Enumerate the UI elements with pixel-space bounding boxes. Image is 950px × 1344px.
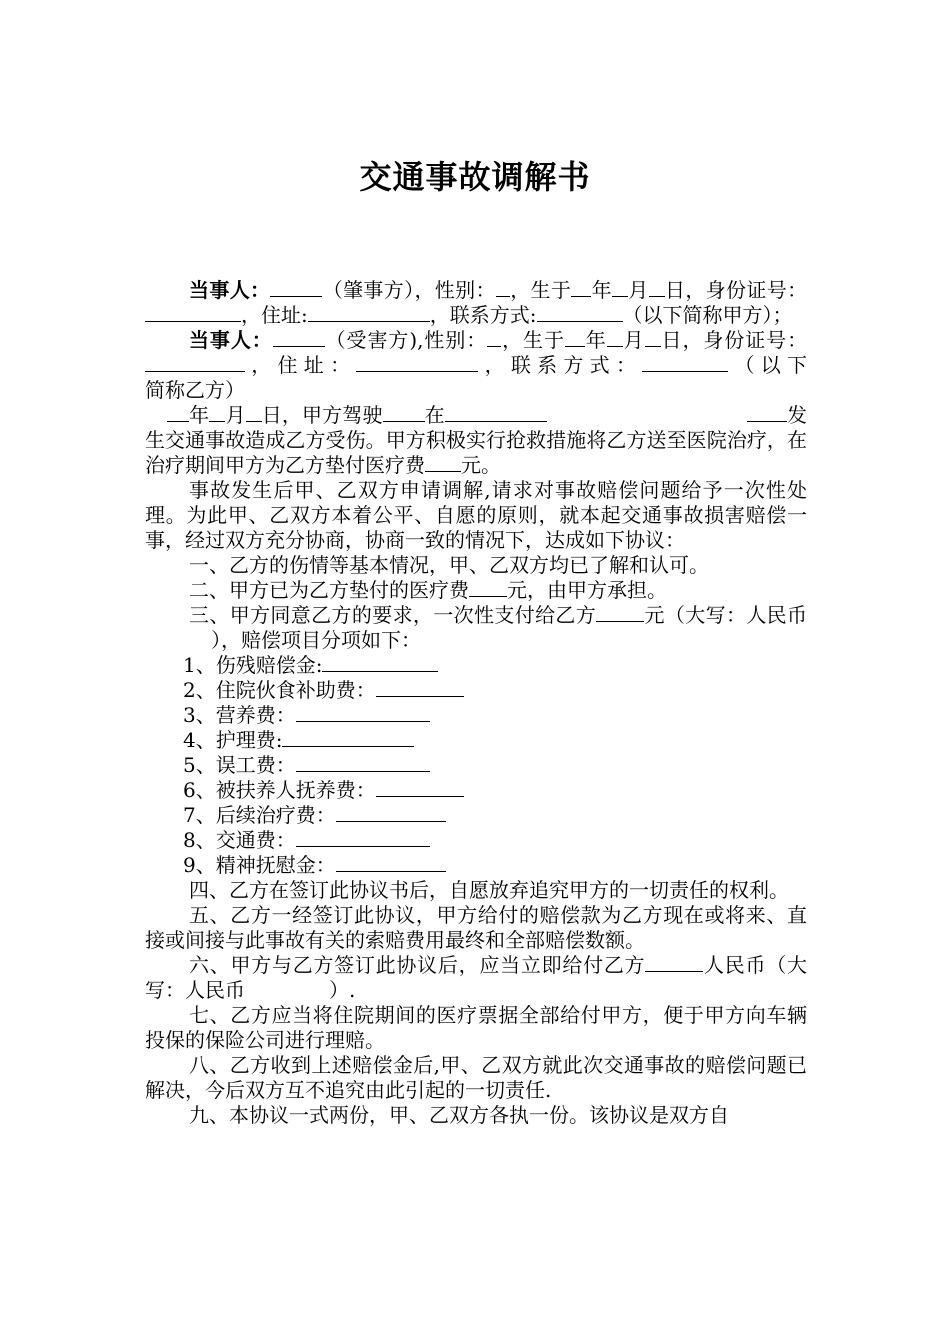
compensation-item-3: 3、营养费：	[145, 703, 807, 728]
compensation-item-8: 8、交通费：	[145, 828, 807, 853]
blank	[649, 278, 665, 297]
clause-7: 七、乙方应当将住院期间的医疗票据全部给付甲方，便于甲方向车辆投保的保险公司进行理赔。	[145, 1003, 807, 1052]
blank	[487, 328, 501, 347]
blank	[612, 278, 628, 297]
compensation-item-1: 1、伤残赔偿金:	[145, 653, 807, 678]
clause-5: 五、乙方一经签订此协议，甲方给付的赔偿款为乙方现在或将来、直接或间接与此事故有关的索赔费用最终和全部赔偿数额。	[145, 903, 807, 952]
item-blank	[282, 728, 414, 747]
clause-1: 一、乙方的伤情等基本情况，甲、乙双方均已了解和认可。	[189, 553, 709, 577]
compensation-item-4: 4、护理费:	[145, 728, 807, 753]
clause-8: 八、乙方收到上述赔偿金后,甲、乙双方就此次交通事故的赔偿问题已解决，今后双方互不追究由此引起的一切责任.	[145, 1053, 807, 1102]
clause-9: 九、本协议一式两份，甲、乙双方各执一份。该协议是双方自	[189, 1103, 729, 1127]
location-blank-cont	[747, 403, 787, 422]
accident-paragraph: 年 月 日，甲方驾驶 在 发生交通事故造成乙方受伤。甲方积极实行抢救措施将乙方送至医院治疗，在治疗期间甲方为乙方垫付医疗费 元。	[145, 403, 808, 477]
party-label: 当事人：	[189, 278, 271, 302]
party-label: 当事人：	[189, 328, 273, 352]
compensation-item-6: 6、被扶养人抚养费：	[145, 778, 807, 803]
address-blank	[308, 303, 430, 322]
item-blank	[296, 753, 430, 772]
blank	[209, 403, 225, 422]
location-blank	[445, 403, 547, 422]
blank	[246, 403, 262, 422]
blank	[496, 278, 510, 297]
medical-fee-blank	[425, 453, 461, 472]
party-a-name-blank	[270, 278, 322, 297]
id-number-blank	[145, 353, 245, 372]
contact-blank	[537, 303, 623, 322]
item-blank	[296, 828, 430, 847]
compensation-item-7: 7、后续治疗费：	[145, 803, 807, 828]
prepaid-fee-blank	[469, 578, 507, 597]
blank	[571, 278, 591, 297]
blank	[645, 328, 661, 347]
item-blank	[376, 678, 464, 697]
blank	[607, 328, 623, 347]
blank	[565, 328, 585, 347]
party-b-paragraph: 当事人： （受害方),性别： ，生于 年 月 日，身份证号：，住址： ，联系方式： （以下简称乙方）	[145, 328, 808, 402]
party-b-name-blank	[273, 328, 325, 347]
clause-4: 四、乙方在签订此协议书后，自愿放弃追究甲方的一切责任的权利。	[189, 878, 789, 902]
vehicle-blank	[383, 403, 425, 422]
address-blank	[356, 353, 478, 372]
mediation-paragraph: 事故发生后甲、乙双方申请调解,请求对事故赔偿问题给予一次性处理。为此甲、乙双方本着公平、自愿的原则，就本起交通事故损害赔偿一事，经过双方充分协商，协商一致的情况下，达成如下协议：	[145, 478, 807, 552]
id-number-blank	[145, 303, 241, 322]
compensation-item-5: 5、误工费：	[145, 753, 807, 778]
item-blank	[322, 653, 438, 672]
clause-3: 三、甲方同意乙方的要求，一次性支付给乙方 元（大写：人民币），赔偿项目分项如下：	[189, 603, 808, 652]
contact-blank	[642, 353, 728, 372]
total-amount-blank	[596, 603, 644, 622]
item-blank	[336, 803, 446, 822]
item-blank	[296, 703, 430, 722]
item-blank	[336, 853, 446, 872]
compensation-item-9: 9、精神抚慰金：	[145, 853, 807, 878]
blank	[167, 403, 189, 422]
payment-blank	[645, 953, 703, 972]
item-blank	[376, 778, 464, 797]
document-title: 交通事故调解书	[359, 158, 591, 196]
compensation-item-2: 2、住院伙食补助费：	[145, 678, 807, 703]
document-body	[145, 278, 807, 1128]
clause-2: 二、甲方已为乙方垫付的医疗费 元，由甲方承担。	[189, 578, 667, 602]
clause-6: 六、甲方与乙方签订此协议后，应当立即给付乙方 人民币（大写：人民币 ）.	[145, 953, 808, 1002]
party-a-paragraph: 当事人： （肇事方），性别： ，生于 年 月 日，身份证号：，住址: ，联系方式: （以下简称甲方）；	[145, 278, 807, 328]
